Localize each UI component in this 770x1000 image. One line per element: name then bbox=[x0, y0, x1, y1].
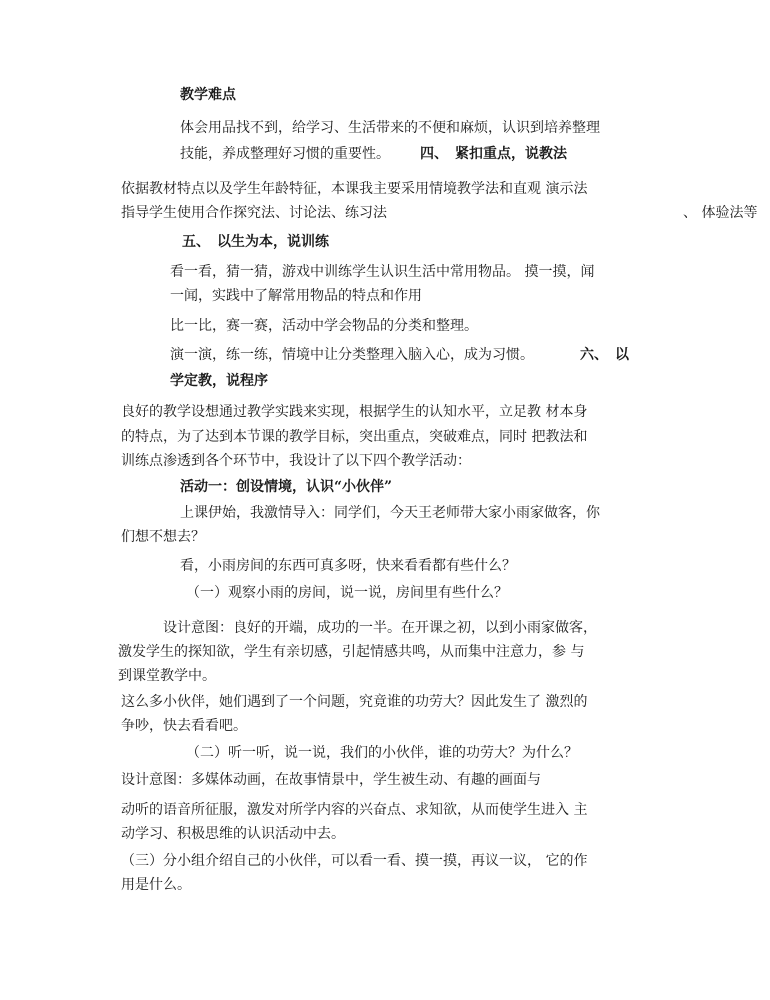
heading-section-five: 五、 以生为本，说训练 bbox=[182, 234, 329, 250]
paragraph-line: 一闻，实践中了解常用物品的特点和作用 bbox=[170, 288, 422, 304]
heading-section-four: 四、 紧扣重点，说教法 bbox=[420, 146, 567, 162]
question-two: （二）听一听，说一说，我们的小伙伴，谁的功劳大？为什么？ bbox=[186, 745, 578, 761]
heading-activity-one: 活动一：创设情境，认识“小伙伴” bbox=[180, 479, 393, 495]
paragraph-line: 们想不想去？ bbox=[121, 529, 205, 545]
paragraph-line: 到课堂教学中。 bbox=[118, 668, 216, 684]
paragraph-line: 设计意图：多媒体动画，在故事情景中，学生被生动、有趣的画面与 bbox=[121, 772, 541, 788]
paragraph-line: 争吵，快去看看吧。 bbox=[121, 718, 247, 734]
paragraph-line: 指导学生使用合作探究法、讨论法、练习法 bbox=[121, 205, 387, 221]
paragraph-line: 良好的教学设想通过教学实践来实现，根据学生的认知水平，立足教 材本身 bbox=[121, 404, 588, 420]
paragraph-line: 依据教材特点以及学生年龄特征，本课我主要采用情境教学法和直观 演示法 bbox=[121, 181, 588, 197]
paragraph-line: 用是什么。 bbox=[121, 877, 191, 893]
paragraph-line: 看，小雨房间的东西可真多呀，快来看看都有些什么？ bbox=[180, 558, 516, 574]
paragraph-line: 动学习、积极思维的认识活动中去。 bbox=[121, 826, 345, 842]
paragraph-line: 设计意图：良好的开端，成功的一半。在开课之初，以到小雨家做客， bbox=[163, 620, 597, 636]
paragraph-line: 体会用品找不到，给学习、生活带来的不便和麻烦，认识到培养整理 bbox=[180, 120, 600, 136]
paragraph-line: 比一比，赛一赛，活动中学会物品的分类和整理。 bbox=[170, 318, 478, 334]
question-three: （三）分小组介绍自己的小伙伴，可以看一看、摸一摸，再议一议， 它的作 bbox=[121, 853, 588, 869]
paragraph-line: 这么多小伙伴，她们遇到了一个问题，究竟谁的功劳大？因此发生了 激烈的 bbox=[121, 694, 588, 710]
paragraph-line: 动听的语音所征服，激发对所学内容的兴奋点、求知欲，从而使学生进入 主 bbox=[121, 802, 588, 818]
paragraph-line: 技能，养成整理好习惯的重要性。 bbox=[180, 146, 390, 162]
paragraph-line: 激发学生的探知欲，学生有亲切感，引起情感共鸣，从而集中注意力，参 与 bbox=[118, 644, 585, 660]
heading-section-six: 六、 以 bbox=[580, 347, 629, 363]
paragraph-line-tail: 、 体验法等 bbox=[683, 205, 758, 221]
heading-section-six-cont: 学定教，说程序 bbox=[170, 373, 268, 389]
paragraph-line: 训练点渗透到各个环节中，我设计了以下四个教学活动： bbox=[121, 453, 471, 469]
heading-teaching-difficulty: 教学难点 bbox=[180, 87, 236, 103]
paragraph-line: 看一看，猜一猜，游戏中训练学生认识生活中常用物品。 摸一摸，闻 bbox=[170, 264, 595, 280]
question-one: （一）观察小雨的房间，说一说，房间里有些什么？ bbox=[186, 585, 508, 601]
paragraph-line: 上课伊始，我激情导入：同学们，今天王老师带大家小雨家做客，你 bbox=[180, 505, 600, 521]
paragraph-line: 演一演，练一练，情境中让分类整理入脑入心，成为习惯。 bbox=[170, 347, 534, 363]
paragraph-line: 的特点，为了达到本节课的教学目标，突出重点，突破难点，同时 把教法和 bbox=[121, 429, 588, 445]
